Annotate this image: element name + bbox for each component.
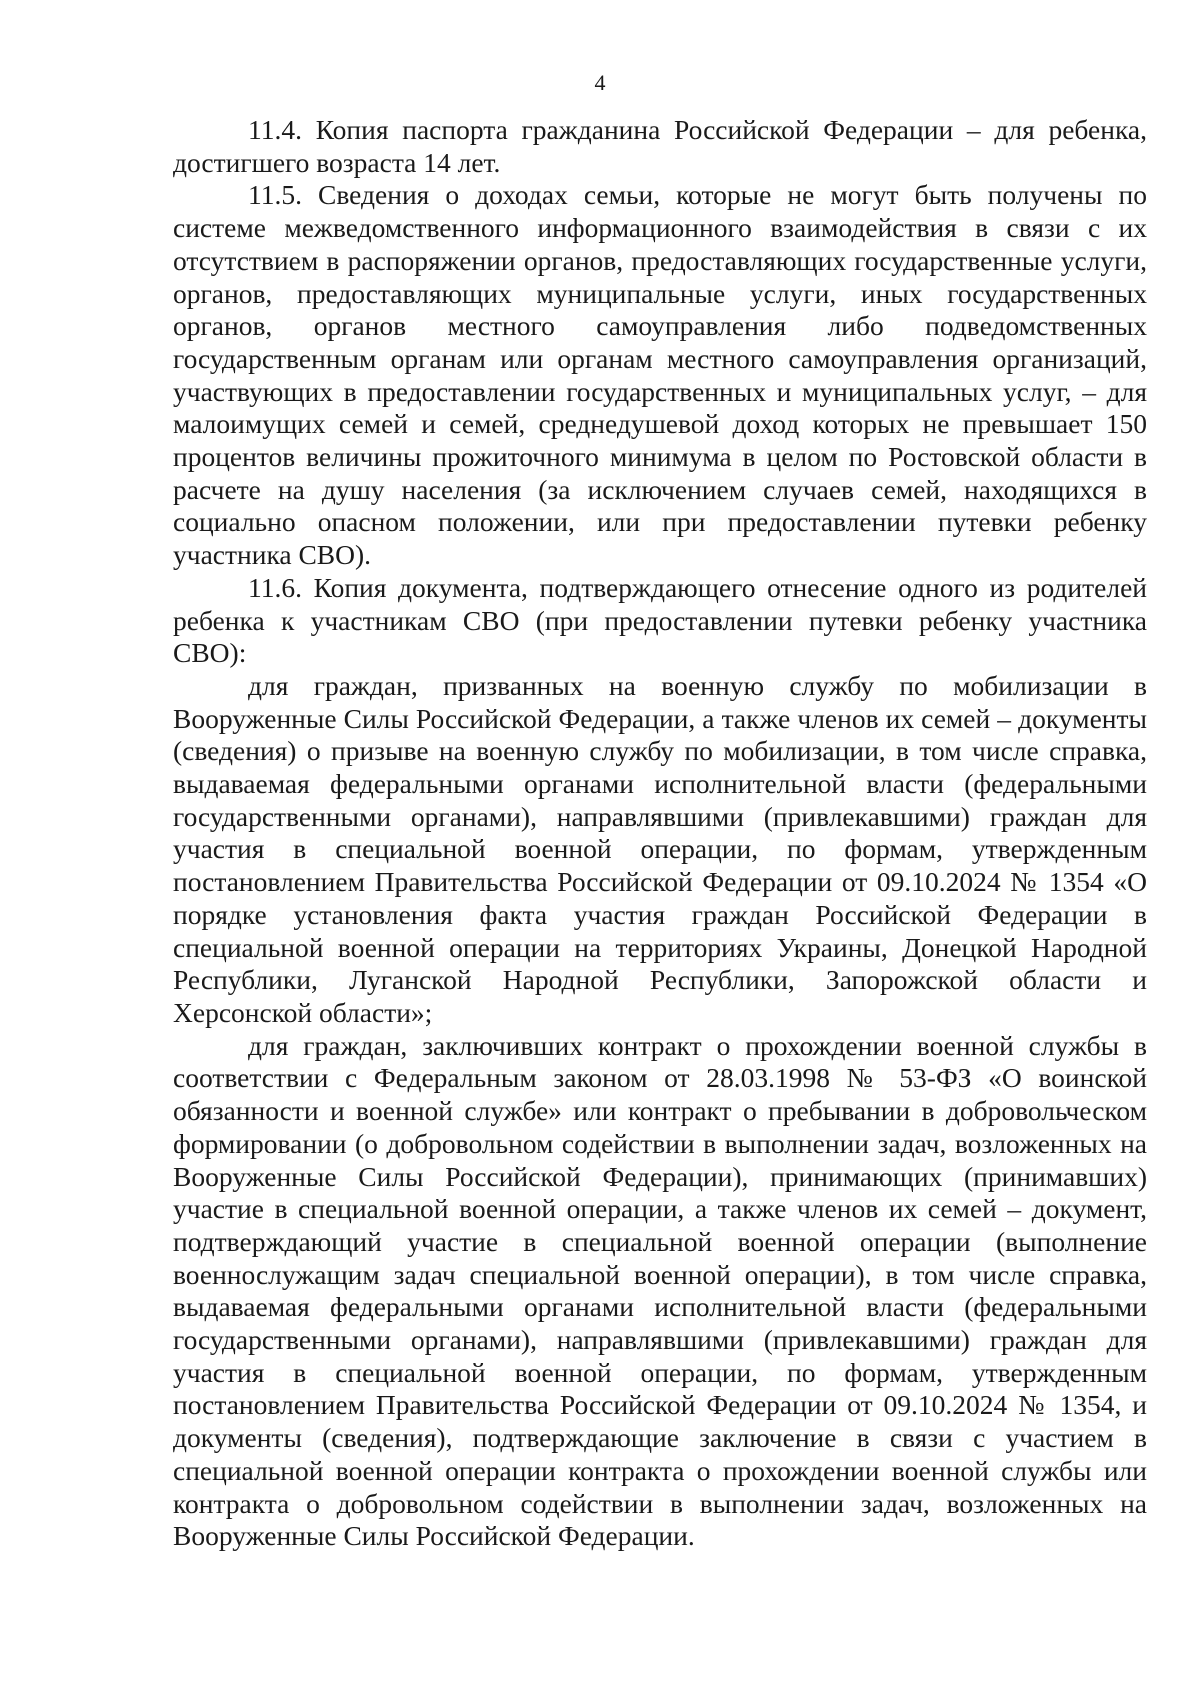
paragraph-11-5: 11.5. Сведения о доходах семьи, которые не могут быть получены по системе межведомственного информационного взаимодействия в связи с их отсутствием в распоряжении органов, предоставляющих государственные услуги, органов, предоставляющих муниципальные услуги, иных государственных органов, органов местного самоуправления либо подведомственных государственным органам или органам местного самоуправления организаций, участвующих в предоставлении государственных и муниципальных услуг, – для малоимущих семей и семей, среднедушевой доход которых не превышает 150 процентов величины прожиточного минимума в целом по Ростовской области в расчете на душу населения (за исключением случаев семей, находящихся в социально опасном положении, или при предоставлении путевки ребенку участника СВО). [173, 179, 1147, 571]
paragraph-mobilized-citizens: для граждан, призванных на военную службу по мобилизации в Вооруженные Силы Российской Федерации, а также членов их семей – документы (сведения) о призыве на военную службу по мобилизации, в том числе справка, выдаваемая федеральными органами исполнительной власти (федеральными государственными органами), направлявшими (привлекавшими) граждан для участия в специальной военной операции, по формам, утвержденным постановлением Правительства Российской Федерации от 09.10.2024 № 1354 «О порядке установления факта участия граждан Российской Федерации в специальной военной операции на территориях Украины, Донецкой Народной Республики, Луганской Народной Республики, Запорожской области и Херсонской области»; [173, 669, 1147, 1028]
paragraph-contract-citizens: для граждан, заключивших контракт о прохождении военной службы в соответствии с Федеральным законом от 28.03.1998 № 53-ФЗ «О воинской обязанности и военной службе» или контракт о пребывании в добровольческом формировании (о добровольном содействии в выполнении задач, возложенных на Вооруженные Силы Российской Федерации), принимающих (принимавших) участие в специальной военной операции, а также членов их семей – документ, подтверждающий участие в специальной военной операции (выполнение военнослужащим задач специальной военной операции), в том числе справка, выдаваемая федеральными органами исполнительной власти (федеральными государственными органами), направлявшими (привлекавшими) граждан для участия в специальной военной операции, по формам, утвержденным постановлением Правительства Российской Федерации от 09.10.2024 № 1354, и документы (сведения), подтверждающие заключение в связи с участием в специальной военной операции контракта о прохождении военной службы или контракта о добровольном содействии в выполнении задач, возложенных на Вооруженные Силы Российской Федерации. [173, 1029, 1147, 1552]
document-body [173, 114, 1147, 1553]
paragraph-11-4: 11.4. Копия паспорта гражданина Российской Федерации – для ребенка, достигшего возраста 14 лет. [173, 114, 1147, 178]
page-number: 4 [594, 70, 606, 95]
paragraph-11-6: 11.6. Копия документа, подтверждающего отнесение одного из родителей ребенка к участникам СВО (при предоставлении путевки ребенку участника СВО): [173, 571, 1147, 669]
